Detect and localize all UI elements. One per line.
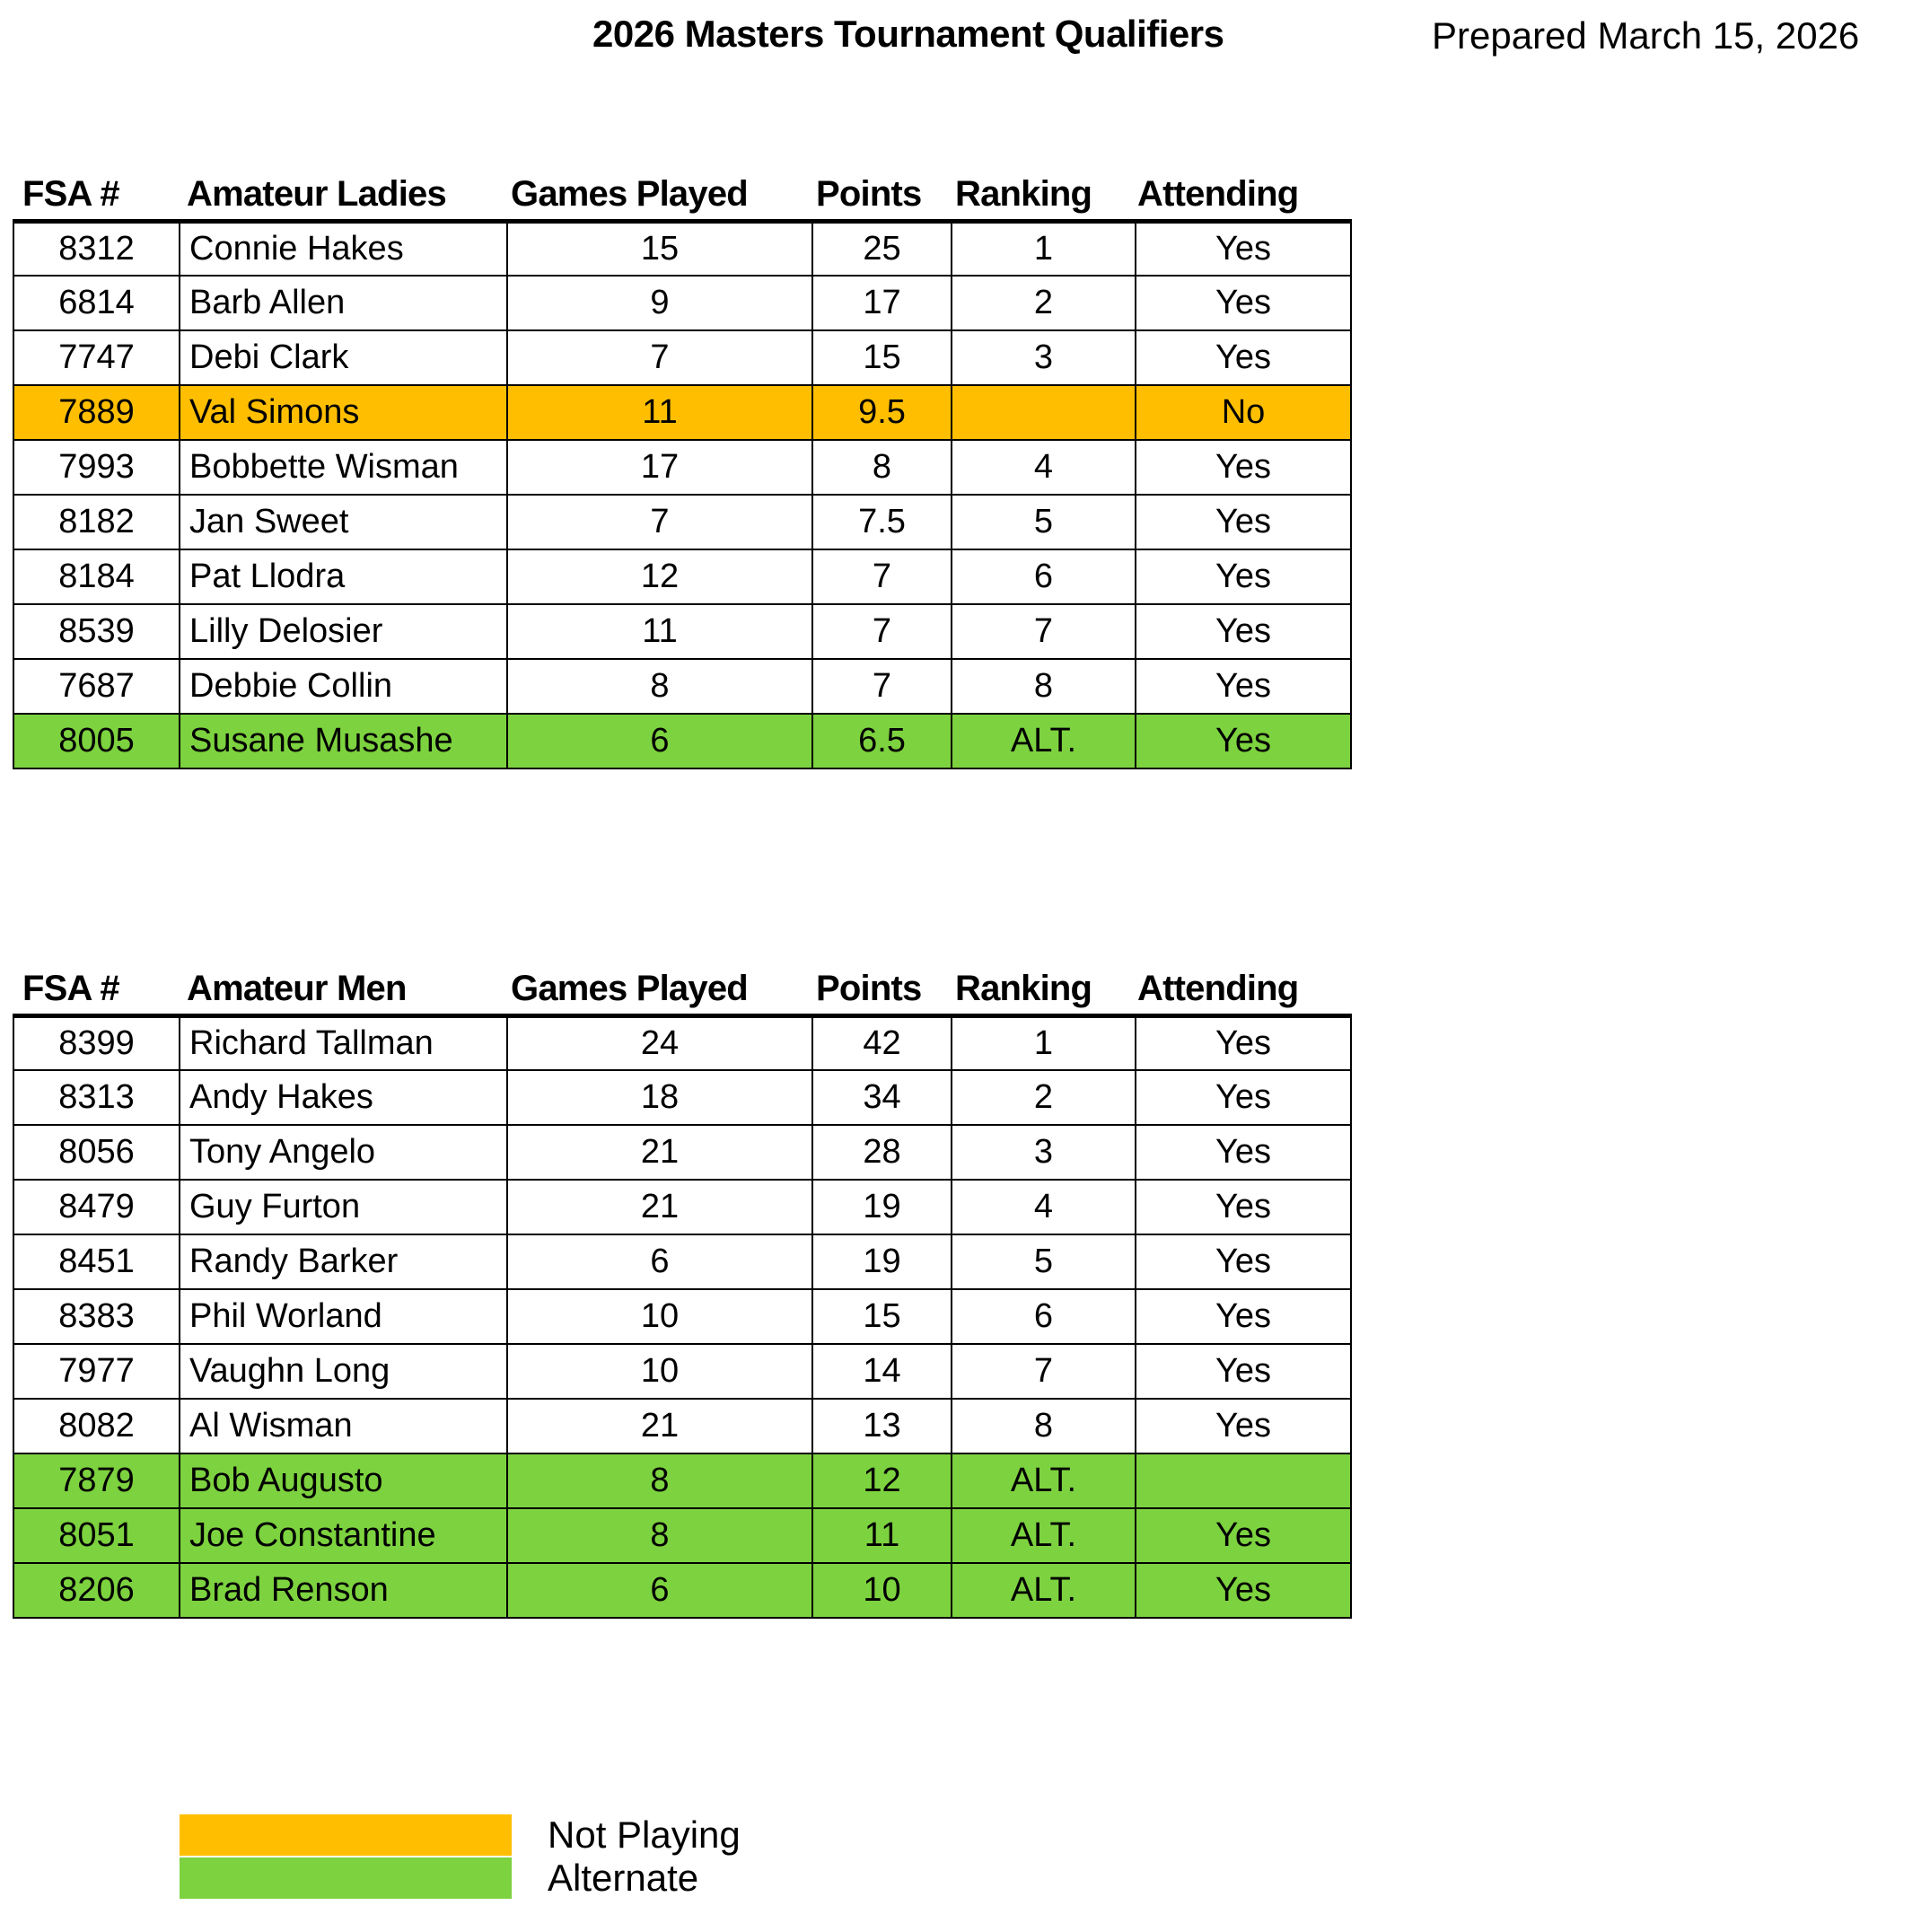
cell-ranking: 5	[952, 1234, 1136, 1289]
amateur-ladies-table	[13, 171, 1352, 769]
cell-fsa: 8182	[13, 495, 180, 549]
cell-points: 10	[812, 1563, 952, 1618]
cell-attending: Yes	[1136, 659, 1351, 714]
cell-attending: Yes	[1136, 495, 1351, 549]
table-row	[13, 1508, 1351, 1563]
table-header-row	[13, 965, 1351, 1015]
cell-games: 8	[507, 1453, 812, 1508]
cell-points: 19	[812, 1180, 952, 1234]
cell-fsa: 8451	[13, 1234, 180, 1289]
legend-color-swatch	[180, 1857, 512, 1899]
table-row	[13, 1234, 1351, 1289]
cell-name: Pat Llodra	[180, 549, 507, 604]
cell-attending: Yes	[1136, 276, 1351, 330]
table-row	[13, 1344, 1351, 1399]
cell-fsa: 7993	[13, 440, 180, 495]
cell-fsa: 7747	[13, 330, 180, 385]
cell-fsa: 8056	[13, 1125, 180, 1180]
cell-attending: Yes	[1136, 1234, 1351, 1289]
cell-attending: Yes	[1136, 330, 1351, 385]
cell-attending: Yes	[1136, 1070, 1351, 1125]
column-header-fsa: FSA #	[13, 965, 180, 1015]
cell-fsa: 8184	[13, 549, 180, 604]
cell-name: Andy Hakes	[180, 1070, 507, 1125]
page-title: 2026 Masters Tournament Qualifiers	[592, 13, 1224, 55]
cell-games: 11	[507, 604, 812, 659]
cell-ranking	[952, 385, 1136, 440]
cell-games: 15	[507, 221, 812, 276]
cell-points: 7	[812, 549, 952, 604]
cell-name: Susane Musashe	[180, 714, 507, 768]
cell-games: 6	[507, 714, 812, 768]
cell-points: 7	[812, 659, 952, 714]
table-row	[13, 1180, 1351, 1234]
cell-fsa: 8082	[13, 1399, 180, 1453]
table-row	[13, 549, 1351, 604]
table-row	[13, 659, 1351, 714]
cell-ranking: ALT.	[952, 714, 1136, 768]
cell-ranking: 4	[952, 1180, 1136, 1234]
cell-fsa: 7977	[13, 1344, 180, 1399]
cell-points: 7.5	[812, 495, 952, 549]
cell-ranking: 6	[952, 549, 1136, 604]
column-header-attending: Attending	[1136, 171, 1351, 221]
table-row	[13, 221, 1351, 276]
men-table-container	[13, 965, 1352, 1619]
cell-ranking: 2	[952, 1070, 1136, 1125]
cell-ranking: 1	[952, 221, 1136, 276]
cell-fsa: 6814	[13, 276, 180, 330]
table-row	[13, 1399, 1351, 1453]
table-row	[13, 604, 1351, 659]
column-header-ranking: Ranking	[952, 965, 1136, 1015]
cell-games: 24	[507, 1015, 812, 1070]
table-row	[13, 385, 1351, 440]
cell-ranking: 7	[952, 1344, 1136, 1399]
cell-ranking: ALT.	[952, 1453, 1136, 1508]
cell-fsa: 8479	[13, 1180, 180, 1234]
cell-points: 19	[812, 1234, 952, 1289]
cell-games: 8	[507, 659, 812, 714]
cell-ranking: 5	[952, 495, 1136, 549]
amateur-men-table	[13, 965, 1352, 1619]
cell-name: Phil Worland	[180, 1289, 507, 1344]
cell-games: 17	[507, 440, 812, 495]
cell-fsa: 8383	[13, 1289, 180, 1344]
cell-attending: Yes	[1136, 440, 1351, 495]
cell-attending: Yes	[1136, 1399, 1351, 1453]
cell-fsa: 7687	[13, 659, 180, 714]
legend-row	[180, 1813, 1257, 1857]
column-header-ranking: Ranking	[952, 171, 1136, 221]
cell-points: 42	[812, 1015, 952, 1070]
cell-games: 21	[507, 1180, 812, 1234]
table-row	[13, 276, 1351, 330]
cell-points: 14	[812, 1344, 952, 1399]
table-header-row	[13, 171, 1351, 221]
cell-games: 9	[507, 276, 812, 330]
cell-points: 9.5	[812, 385, 952, 440]
cell-name: Randy Barker	[180, 1234, 507, 1289]
cell-attending: No	[1136, 385, 1351, 440]
cell-attending: Yes	[1136, 1344, 1351, 1399]
cell-games: 10	[507, 1289, 812, 1344]
cell-fsa: 8051	[13, 1508, 180, 1563]
cell-games: 11	[507, 385, 812, 440]
cell-points: 12	[812, 1453, 952, 1508]
table-row	[13, 330, 1351, 385]
cell-points: 7	[812, 604, 952, 659]
cell-name: Debbie Collin	[180, 659, 507, 714]
cell-attending: Yes	[1136, 604, 1351, 659]
table-row	[13, 495, 1351, 549]
column-header-points: Points	[812, 171, 952, 221]
prepared-date: Prepared March 15, 2026	[1432, 14, 1860, 57]
legend-color-swatch	[180, 1814, 512, 1856]
table-row	[13, 1453, 1351, 1508]
cell-points: 17	[812, 276, 952, 330]
cell-points: 8	[812, 440, 952, 495]
cell-ranking: 3	[952, 1125, 1136, 1180]
column-header-games: Games Played	[507, 171, 812, 221]
column-header-games: Games Played	[507, 965, 812, 1015]
table-row	[13, 1070, 1351, 1125]
men-table-body	[13, 1015, 1351, 1618]
cell-name: Richard Tallman	[180, 1015, 507, 1070]
cell-fsa: 8312	[13, 221, 180, 276]
cell-games: 18	[507, 1070, 812, 1125]
table-row	[13, 1015, 1351, 1070]
cell-fsa: 8206	[13, 1563, 180, 1618]
table-row	[13, 1289, 1351, 1344]
table-row	[13, 1125, 1351, 1180]
table-row	[13, 714, 1351, 768]
cell-ranking: 6	[952, 1289, 1136, 1344]
cell-name: Tony Angelo	[180, 1125, 507, 1180]
cell-fsa: 7889	[13, 385, 180, 440]
cell-games: 7	[507, 330, 812, 385]
cell-name: Al Wisman	[180, 1399, 507, 1453]
cell-ranking: 3	[952, 330, 1136, 385]
cell-attending: Yes	[1136, 1125, 1351, 1180]
ladies-table-container	[13, 171, 1352, 769]
cell-attending	[1136, 1453, 1351, 1508]
column-header-points: Points	[812, 965, 952, 1015]
cell-games: 12	[507, 549, 812, 604]
ladies-table-body	[13, 221, 1351, 768]
cell-fsa: 8399	[13, 1015, 180, 1070]
cell-ranking: ALT.	[952, 1508, 1136, 1563]
cell-attending: Yes	[1136, 1180, 1351, 1234]
cell-name: Joe Constantine	[180, 1508, 507, 1563]
cell-name: Lilly Delosier	[180, 604, 507, 659]
cell-games: 6	[507, 1234, 812, 1289]
cell-attending: Yes	[1136, 1563, 1351, 1618]
cell-fsa: 8539	[13, 604, 180, 659]
column-header-fsa: FSA #	[13, 171, 180, 221]
table-row	[13, 1563, 1351, 1618]
cell-games: 21	[507, 1125, 812, 1180]
cell-points: 6.5	[812, 714, 952, 768]
cell-attending: Yes	[1136, 1508, 1351, 1563]
cell-name: Jan Sweet	[180, 495, 507, 549]
cell-games: 6	[507, 1563, 812, 1618]
cell-name: Guy Furton	[180, 1180, 507, 1234]
cell-name: Bobbette Wisman	[180, 440, 507, 495]
cell-games: 21	[507, 1399, 812, 1453]
cell-fsa: 8313	[13, 1070, 180, 1125]
cell-attending: Yes	[1136, 1289, 1351, 1344]
cell-attending: Yes	[1136, 549, 1351, 604]
legend-row	[180, 1857, 1257, 1900]
cell-ranking: 7	[952, 604, 1136, 659]
cell-points: 34	[812, 1070, 952, 1125]
cell-ranking: 8	[952, 1399, 1136, 1453]
document-header	[0, 7, 1921, 61]
column-header-attending: Attending	[1136, 965, 1351, 1015]
cell-points: 13	[812, 1399, 952, 1453]
cell-attending: Yes	[1136, 714, 1351, 768]
cell-games: 7	[507, 495, 812, 549]
cell-fsa: 7879	[13, 1453, 180, 1508]
table-row	[13, 440, 1351, 495]
cell-fsa: 8005	[13, 714, 180, 768]
cell-games: 8	[507, 1508, 812, 1563]
cell-name: Bob Augusto	[180, 1453, 507, 1508]
cell-name: Brad Renson	[180, 1563, 507, 1618]
cell-attending: Yes	[1136, 221, 1351, 276]
cell-attending: Yes	[1136, 1015, 1351, 1070]
cell-ranking: 4	[952, 440, 1136, 495]
cell-name: Vaughn Long	[180, 1344, 507, 1399]
cell-ranking: ALT.	[952, 1563, 1136, 1618]
cell-name: Connie Hakes	[180, 221, 507, 276]
cell-games: 10	[507, 1344, 812, 1399]
legend-label: Not Playing	[548, 1813, 741, 1856]
cell-ranking: 1	[952, 1015, 1136, 1070]
cell-points: 11	[812, 1508, 952, 1563]
cell-ranking: 2	[952, 276, 1136, 330]
cell-name: Val Simons	[180, 385, 507, 440]
column-header-name: Amateur Men	[180, 965, 507, 1015]
cell-name: Debi Clark	[180, 330, 507, 385]
cell-points: 28	[812, 1125, 952, 1180]
cell-points: 25	[812, 221, 952, 276]
cell-name: Barb Allen	[180, 276, 507, 330]
legend	[180, 1813, 1257, 1900]
cell-points: 15	[812, 1289, 952, 1344]
legend-label: Alternate	[548, 1857, 699, 1899]
cell-points: 15	[812, 330, 952, 385]
column-header-name: Amateur Ladies	[180, 171, 507, 221]
cell-ranking: 8	[952, 659, 1136, 714]
